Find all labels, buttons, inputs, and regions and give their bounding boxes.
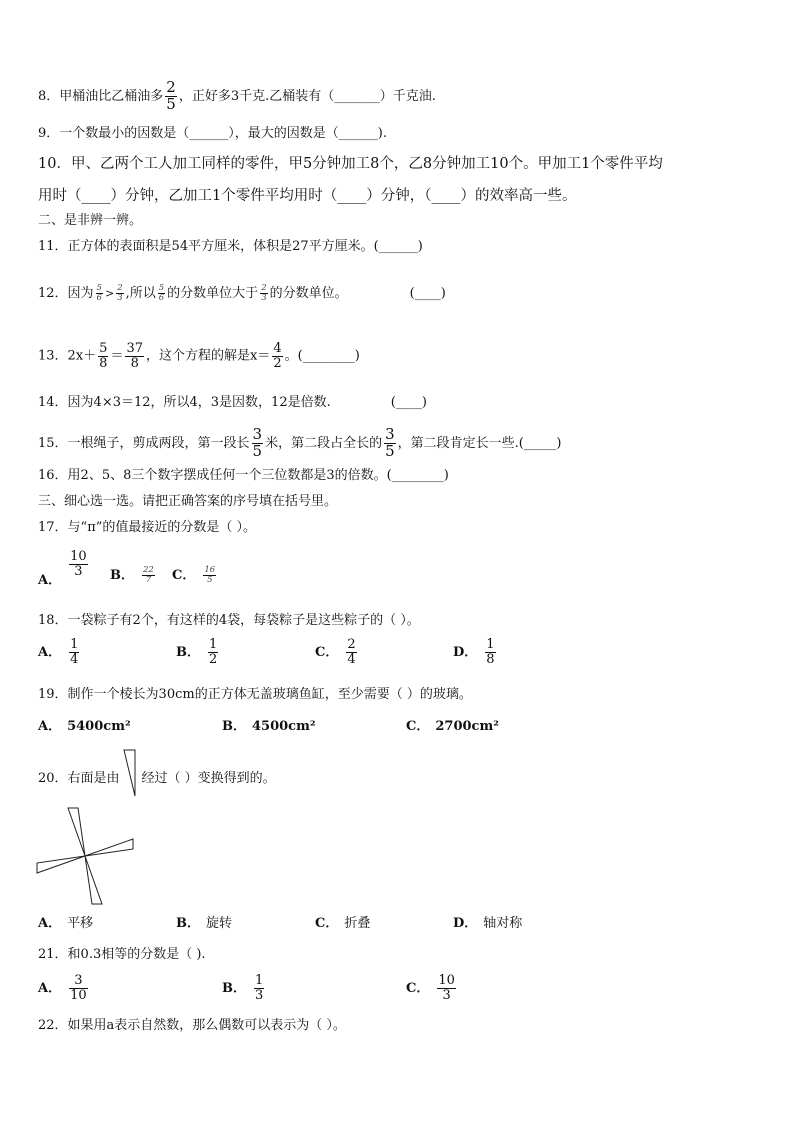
q20-option-b[interactable]: B． 旋转 xyxy=(176,916,233,931)
question-10-line-2: 用时（____）分钟，乙加工1个零件平均用时（____）分钟，（____）的效率高一些。 xyxy=(38,188,577,204)
q18-option-c[interactable]: C． $\frac{2}{4}$ xyxy=(315,637,356,667)
q19-option-b[interactable]: B． 4500cm² xyxy=(222,719,316,734)
q20-pinwheel-figure xyxy=(34,806,136,906)
q21-option-b[interactable]: B． $\frac{1}{3}$ xyxy=(222,973,264,1003)
q13-fraction-2: $\frac{37}{8}$ xyxy=(126,341,143,371)
q17-option-c[interactable]: C． $\frac{16}{5}$ xyxy=(172,565,216,585)
q12-fraction-1: $\frac{5}{6}$ xyxy=(96,283,102,303)
q8-fraction: $\frac{2}{5}$ xyxy=(166,78,176,113)
question-15: 15．一根绳子，剪成两段，第一段长 $\frac{3}{5}$ 米，第二段占全长的 $\frac{3}{5}$ ，第二段肯定长一些.(_____) xyxy=(38,425,562,460)
q15-fraction-2: $\frac{3}{5}$ xyxy=(385,425,395,460)
question-9: 9．一个数最小的因数是（______），最大的因数是（______). xyxy=(38,126,387,141)
q12-fraction-4: $\frac{2}{3}$ xyxy=(261,283,267,303)
question-22: 22．如果用a表示自然数，那么偶数可以表示为（ ）。 xyxy=(38,1018,346,1033)
q8-pre: 8．甲桶油比乙桶油多 xyxy=(38,88,164,104)
question-11: 11．正方体的表面积是54平方厘米，体积是27平方厘米。(______) xyxy=(38,239,423,254)
q17-option-b[interactable]: B． $\frac{22}{7}$ xyxy=(110,565,154,585)
q13-fraction-3: $\frac{4}{2}$ xyxy=(273,341,282,371)
q19-option-a[interactable]: A． 5400cm² xyxy=(38,719,131,734)
q12-fraction-2: $\frac{2}{3}$ xyxy=(117,283,123,303)
section-2-title: 二、是非辨一辨。 xyxy=(38,213,143,228)
question-10-line-1: 10．甲、乙两个工人加工同样的零件，甲5分钟加工8个，乙8分钟加工10个。甲加工1个零件平均 xyxy=(38,156,663,172)
q20-option-d[interactable]: D． 轴对称 xyxy=(453,916,523,931)
q13-fraction-1: $\frac{5}{8}$ xyxy=(99,341,108,371)
question-8 xyxy=(38,80,436,113)
question-12: 12．因为 $\frac{5}{6}$ > $\frac{2}{3}$ ,所以 $\frac{5}{6}$ 的分数单位大于 $\frac{2}{3}$ 的分数单位。 (____) xyxy=(38,283,446,303)
q20-option-a[interactable]: A． 平移 xyxy=(38,916,94,931)
question-14: 14．因为4×3＝12，所以4，3是因数，12是倍数. (____) xyxy=(38,395,427,410)
q18-option-a[interactable]: A． $\frac{1}{4}$ xyxy=(38,637,79,667)
q21-option-c[interactable]: C． $\frac{10}{3}$ xyxy=(406,973,455,1003)
q12-fraction-3: $\frac{5}{6}$ xyxy=(158,283,165,303)
question-19: 19．制作一个棱长为30cm的正方体无盖玻璃鱼缸，至少需要（ ）的玻璃。 xyxy=(38,687,472,702)
section-3-title: 三、细心选一选。请把正确答案的序号填在括号里。 xyxy=(38,494,338,509)
q8-post: ，正好多3千克.乙桶装有（_______）千克油. xyxy=(178,88,436,104)
q20-small-triangle-figure xyxy=(122,748,138,798)
q14-blank: (____) xyxy=(390,395,427,410)
question-18: 18．一袋粽子有2个，有这样的4袋，每袋粽子是这些粽子的（ ）。 xyxy=(38,613,420,628)
q15-fraction-1: $\frac{3}{5}$ xyxy=(252,425,263,460)
q17-option-a[interactable]: A． $\frac{10}{3}$ xyxy=(38,549,87,588)
q20-option-c[interactable]: C． 折叠 xyxy=(315,916,371,931)
question-21: 21．和0.3相等的分数是（ ). xyxy=(38,947,206,962)
question-20: 20．右面是由 经过（ ）变换得到的。 xyxy=(38,762,276,789)
question-16: 16．用2、5、8三个数字摆成任何一个三位数都是3的倍数。(________) xyxy=(38,468,449,483)
question-17: 17．与“π”的值最接近的分数是（ ）。 xyxy=(38,520,257,535)
q21-option-a[interactable]: A． $\frac{3}{10}$ xyxy=(38,973,87,1003)
q19-option-c[interactable]: C． 2700cm² xyxy=(406,719,499,734)
q18-option-d[interactable]: D． $\frac{1}{8}$ xyxy=(453,637,495,667)
q18-option-b[interactable]: B． $\frac{1}{2}$ xyxy=(176,637,218,667)
question-13: 13．2x＋ $\frac{5}{8}$ ＝ $\frac{37}{8}$ ，这个方程的解是x＝ $\frac{4}{2}$ 。(________) xyxy=(38,341,360,371)
q12-blank: (____) xyxy=(409,286,446,301)
